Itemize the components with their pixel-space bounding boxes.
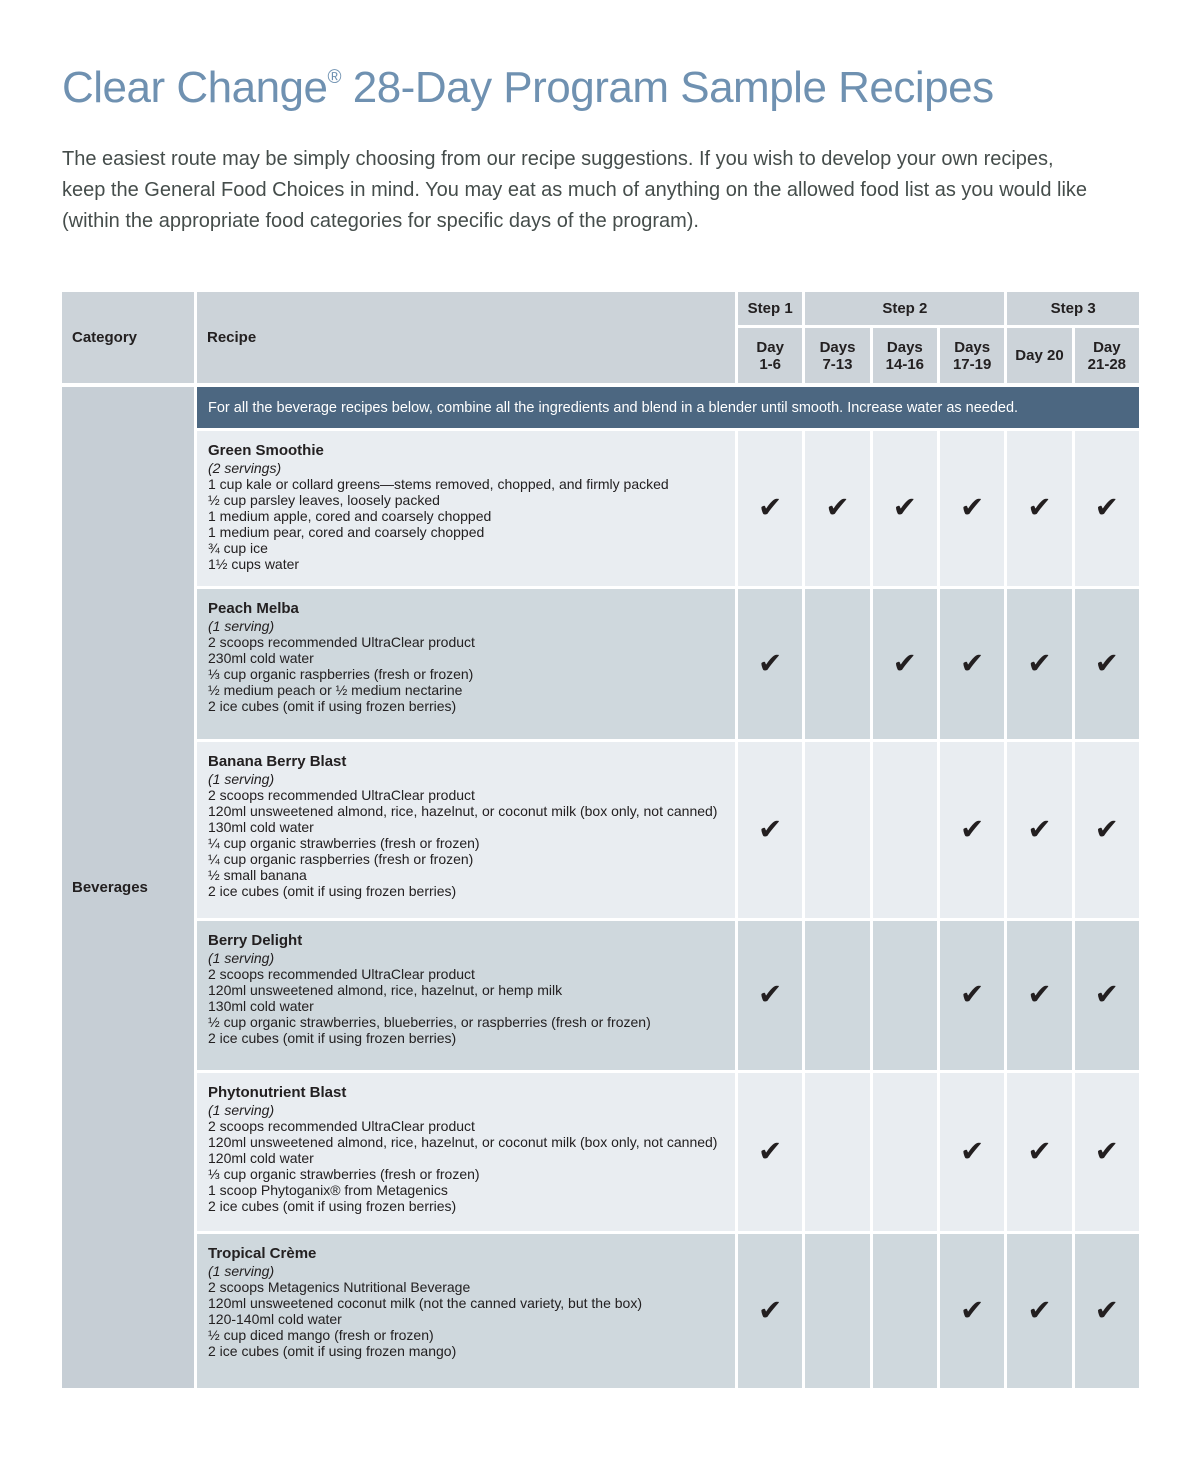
check-icon: ✔: [758, 492, 783, 524]
ingredient-line: 1 scoop Phytoganix® from Metagenics: [208, 1182, 448, 1198]
check-cells: [738, 1073, 1139, 1231]
ingredient-line: 1 medium pear, cored and coarsely chopped: [208, 524, 485, 540]
check-cell-checked: [1007, 431, 1071, 586]
check-icon: ✔: [1027, 979, 1052, 1011]
recipe-row: [197, 742, 1139, 918]
ingredient-line: ½ medium peach or ½ medium nectarine: [208, 682, 463, 698]
day-header-2-line1: Days: [819, 338, 856, 356]
check-icon: ✔: [960, 1135, 985, 1168]
day-header-1-line1: Day: [756, 338, 784, 356]
ingredient-line: ½ cup organic strawberries, blueberries, or raspberries (fresh or frozen): [208, 1014, 651, 1030]
check-cell-empty: [805, 921, 869, 1070]
header-recipe-cell: Recipe: [197, 292, 735, 383]
recipe-cell: [197, 431, 735, 586]
recipe-rows: [197, 387, 1139, 1388]
check-icon: ✔: [1094, 813, 1119, 846]
recipe-cell: [197, 589, 735, 739]
recipe-name: Tropical Crème: [208, 1245, 317, 1262]
page-title: [62, 50, 1139, 116]
check-cell-checked: [1007, 921, 1071, 1070]
recipes-table: [62, 292, 1139, 1388]
ingredient-line: 130ml cold water: [208, 819, 314, 835]
ingredient-line: ½ cup parsley leaves, loosely packed: [208, 492, 440, 508]
day-header-4: [940, 328, 1004, 383]
check-cell-checked: [940, 742, 1004, 918]
recipe-serving: (1 serving): [208, 950, 275, 966]
page-title-text: Clear Change: [62, 63, 328, 112]
check-cell-checked: [940, 589, 1004, 739]
check-cell-empty: [805, 742, 869, 918]
day-header-2: [805, 328, 869, 383]
check-cell-checked: [1007, 742, 1071, 918]
check-icon: ✔: [758, 647, 783, 680]
ingredient-line: ¼ cup organic strawberries (fresh or frozen): [208, 835, 480, 851]
day-header-3: [873, 328, 937, 383]
ingredient-line: 130ml cold water: [208, 998, 314, 1014]
check-cell-empty: [873, 1234, 937, 1388]
day-header-6-line1: Day: [1093, 338, 1121, 356]
day-header-3-line2: 14-16: [885, 355, 925, 373]
check-cells: [738, 1234, 1139, 1388]
day-header-3-line1: Days: [886, 338, 923, 356]
check-icon: ✔: [1094, 492, 1119, 524]
recipe-serving: (1 serving): [208, 771, 275, 787]
recipe-serving: (1 serving): [208, 618, 275, 634]
check-icon: ✔: [758, 813, 783, 846]
check-cell-checked: [1075, 921, 1139, 1070]
recipe-row: [197, 1234, 1139, 1388]
ingredient-line: 230ml cold water: [208, 650, 314, 666]
step-1-header: Step 1: [738, 292, 802, 325]
check-icon: ✔: [825, 492, 850, 524]
check-icon: ✔: [1027, 1294, 1052, 1327]
check-icon: ✔: [960, 979, 985, 1011]
recipe-serving: (1 serving): [208, 1102, 275, 1118]
check-icon: ✔: [758, 1294, 783, 1327]
ingredient-line: 2 scoops recommended UltraClear product: [208, 1118, 475, 1134]
header-category-cell: Category: [62, 292, 194, 383]
ingredient-line: 2 scoops recommended UltraClear product: [208, 787, 475, 803]
ingredient-line: 120ml unsweetened almond, rice, hazelnut, or coconut milk (box only, not canned): [208, 803, 718, 819]
day-header-5-line1: Day 20: [1015, 347, 1064, 364]
check-cell-checked: [1075, 1234, 1139, 1388]
ingredient-line: 2 ice cubes (omit if using frozen mango): [208, 1343, 457, 1359]
ingredient-line: 1 medium apple, cored and coarsely chopped: [208, 508, 492, 524]
ingredient-list: [208, 1279, 721, 1359]
check-icon: ✔: [1094, 979, 1119, 1011]
ingredient-list: [208, 966, 721, 1046]
ingredient-line: 1½ cups water: [208, 556, 300, 572]
day-header-4-line1: Days: [954, 338, 991, 356]
step-2-header: Step 2: [805, 292, 1004, 325]
ingredient-line: ⅓ cup organic strawberries (fresh or frozen): [208, 1166, 480, 1182]
check-cells: [738, 742, 1139, 918]
table-header: [62, 292, 1139, 383]
ingredient-line: ½ cup diced mango (fresh or frozen): [208, 1327, 434, 1343]
recipe-cell: [197, 921, 735, 1070]
check-cell-checked: [1075, 1073, 1139, 1231]
check-cell-checked: [738, 921, 802, 1070]
check-icon: ✔: [1094, 1294, 1119, 1327]
category-label: Beverages: [72, 879, 148, 896]
check-icon: ✔: [892, 492, 917, 524]
check-cell-checked: [1075, 742, 1139, 918]
day-header-4-line2: 17-19: [952, 355, 992, 373]
check-icon: ✔: [1027, 1135, 1052, 1168]
step-3-header: Step 3: [1007, 292, 1139, 325]
check-cell-checked: [940, 921, 1004, 1070]
day-header-6-line2: 21-28: [1087, 355, 1127, 373]
ingredient-line: 120ml unsweetened coconut milk (not the canned variety, but the box): [208, 1295, 642, 1311]
check-cell-empty: [805, 1073, 869, 1231]
check-cell-checked: [1007, 1073, 1071, 1231]
recipe-serving: (1 serving): [208, 1263, 275, 1279]
check-cell-empty: [873, 1073, 937, 1231]
recipe-row: [197, 431, 1139, 586]
registered-trademark-icon: ®: [327, 67, 341, 88]
header-steps-days: [738, 292, 1139, 383]
check-icon: ✔: [1027, 813, 1052, 846]
check-cells: [738, 431, 1139, 586]
check-cell-empty: [805, 1234, 869, 1388]
ingredient-line: 2 ice cubes (omit if using frozen berries): [208, 1198, 457, 1214]
check-icon: ✔: [1094, 647, 1119, 680]
recipe-name: Berry Delight: [208, 932, 303, 949]
day-header-2-line2: 7-13: [822, 355, 853, 373]
recipe-row: [197, 1073, 1139, 1231]
check-cell-checked: [940, 1234, 1004, 1388]
check-cell-checked: [738, 1234, 802, 1388]
check-cell-checked: [940, 1073, 1004, 1231]
check-cell-empty: [873, 921, 937, 1070]
ingredient-list: [208, 1118, 721, 1214]
recipe-serving: (2 servings): [208, 460, 282, 476]
check-cell-checked: [873, 589, 937, 739]
ingredient-list: [208, 476, 721, 572]
ingredient-line: ½ small banana: [208, 867, 307, 883]
ingredient-line: 2 scoops recommended UltraClear product: [208, 966, 475, 982]
check-cell-checked: [805, 431, 869, 586]
recipe-name: Phytonutrient Blast: [208, 1084, 347, 1101]
check-icon: ✔: [960, 1294, 985, 1327]
check-icon: ✔: [1027, 647, 1052, 680]
ingredient-line: 2 ice cubes (omit if using frozen berries): [208, 698, 457, 714]
check-cell-checked: [738, 589, 802, 739]
ingredient-line: 2 scoops Metagenics Nutritional Beverage: [208, 1279, 471, 1295]
ingredient-list: [208, 634, 721, 714]
recipe-cell: [197, 1073, 735, 1231]
check-icon: ✔: [892, 647, 917, 680]
recipe-row: [197, 589, 1139, 739]
check-icon: ✔: [1027, 492, 1052, 524]
ingredient-line: 1 cup kale or collard greens—stems removed, chopped, and firmly packed: [208, 476, 669, 492]
ingredient-line: 2 scoops recommended UltraClear product: [208, 634, 475, 650]
recipe-row: [197, 921, 1139, 1070]
recipe-name: Peach Melba: [208, 600, 299, 617]
check-icon: ✔: [960, 647, 985, 680]
check-cell-checked: [738, 742, 802, 918]
ingredient-line: 120ml cold water: [208, 1150, 314, 1166]
recipe-cell: [197, 1234, 735, 1388]
check-icon: ✔: [1094, 1135, 1119, 1168]
ingredient-line: 2 ice cubes (omit if using frozen berries): [208, 1030, 457, 1046]
check-icon: ✔: [758, 1135, 783, 1168]
ingredient-list: [208, 787, 721, 899]
check-cell-empty: [873, 742, 937, 918]
recipe-name: Green Smoothie: [208, 442, 324, 459]
ingredient-line: ¾ cup ice: [208, 540, 268, 556]
check-icon: ✔: [960, 492, 985, 524]
day-header-1-line2: 1-6: [759, 355, 781, 373]
ingredient-line: ¼ cup organic raspberries (fresh or frozen): [208, 851, 474, 867]
check-cell-checked: [1007, 589, 1071, 739]
ingredient-line: 120ml unsweetened almond, rice, hazelnut, or coconut milk (box only, not canned): [208, 1134, 718, 1150]
check-icon: ✔: [758, 979, 783, 1011]
day-header-6: [1075, 328, 1139, 383]
recipe-cell: [197, 742, 735, 918]
check-cells: [738, 589, 1139, 739]
ingredient-line: 120-140ml cold water: [208, 1311, 342, 1327]
table-body: [62, 387, 1139, 1388]
check-cell-checked: [738, 431, 802, 586]
day-header-1: [738, 328, 802, 383]
category-cell: [62, 387, 194, 1388]
check-cells: [738, 921, 1139, 1070]
check-cell-checked: [738, 1073, 802, 1231]
check-cell-checked: [940, 431, 1004, 586]
recipe-name: Banana Berry Blast: [208, 753, 347, 770]
check-cell-empty: [805, 589, 869, 739]
check-cell-checked: [1007, 1234, 1071, 1388]
check-icon: ✔: [960, 813, 985, 846]
note-banner: For all the beverage recipes below, combine all the ingredients and blend in a blender until smooth. Increase water as needed.: [197, 387, 1139, 428]
check-cell-checked: [1075, 589, 1139, 739]
check-cell-checked: [1075, 431, 1139, 586]
page-title-text-2: 28-Day Program Sample Recipes: [341, 63, 994, 112]
ingredient-line: ⅓ cup organic raspberries (fresh or frozen): [208, 666, 474, 682]
intro-paragraph: The easiest route may be simply choosing from our recipe suggestions. If you wish to develop your own recipes, keep the General Food Choices in mind. You may eat as much of anything on the allowed food list as you would like (within the appropriate food categories for specific days of the program).: [62, 148, 1088, 232]
ingredient-line: 2 ice cubes (omit if using frozen berries): [208, 883, 457, 899]
ingredient-line: 120ml unsweetened almond, rice, hazelnut, or hemp milk: [208, 982, 563, 998]
check-cell-checked: [873, 431, 937, 586]
day-header-5: [1007, 328, 1071, 383]
